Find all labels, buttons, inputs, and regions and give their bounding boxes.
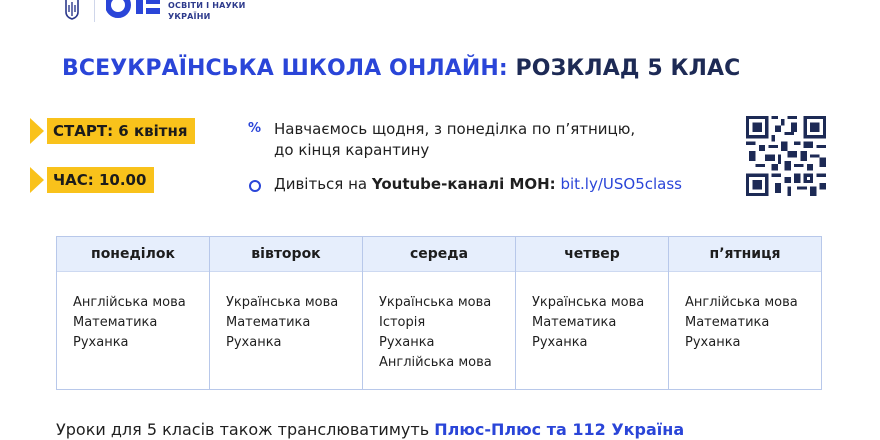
info-line-1a: Навчаємось щодня, з понеділка по п’ятницю, xyxy=(274,120,636,138)
subject-item: Історія xyxy=(379,315,426,330)
subject-item: Руханка xyxy=(532,335,588,350)
info-line-1b: до кінця карантину xyxy=(274,141,430,159)
day-header: понеділок xyxy=(57,237,209,272)
youtube-link[interactable]: bit.ly/USO5class xyxy=(560,175,682,193)
subject-item: Руханка xyxy=(379,335,435,350)
schedule-table xyxy=(56,236,822,390)
day-header: середа xyxy=(363,237,515,272)
schedule-day-column xyxy=(210,237,363,389)
day-header: п’ятниця xyxy=(669,237,821,272)
youtube-channel: Youtube-каналі МОН: xyxy=(371,175,556,193)
subject-item: Англійська мова xyxy=(379,355,492,370)
page-title xyxy=(62,56,740,81)
subject-item: Українська мова xyxy=(379,295,492,310)
subject-item: Українська мова xyxy=(532,295,645,310)
tag-arrow-icon xyxy=(30,167,44,193)
youtube-prefix: Дивіться на xyxy=(274,175,372,193)
channel-plus-plus: Плюс-Плюс xyxy=(434,420,542,439)
footer-prefix: Уроки для 5 класів також транслюватимуть xyxy=(56,420,435,439)
header xyxy=(0,0,880,30)
subject-item: Руханка xyxy=(226,335,282,350)
channel-112: 112 Україна xyxy=(572,420,685,439)
schedule-day-column xyxy=(669,237,821,389)
day-header: четвер xyxy=(516,237,668,272)
day-subjects xyxy=(669,272,821,353)
subject-item: Математика xyxy=(226,315,311,330)
header-divider xyxy=(94,0,95,22)
qr-code-icon[interactable] xyxy=(746,116,826,196)
day-subjects xyxy=(363,272,515,373)
title-part-2: РОЗКЛАД 5 КЛАС xyxy=(515,56,741,81)
ministry-line-2: УКРАЇНИ xyxy=(168,12,211,21)
subject-item: Українська мова xyxy=(226,295,339,310)
ministry-logo-icon xyxy=(106,0,164,22)
start-tag xyxy=(30,118,195,144)
day-subjects xyxy=(210,272,362,353)
percent-icon: % xyxy=(248,121,262,136)
day-header: вівторок xyxy=(210,237,362,272)
schedule-day-column xyxy=(57,237,210,389)
subject-item: Англійська мова xyxy=(685,295,798,310)
footer-note xyxy=(56,420,684,439)
title-part-1: ВСЕУКРАЇНСЬКА ШКОЛА ОНЛАЙН: xyxy=(62,56,508,81)
start-label: СТАРТ: 6 квітня xyxy=(47,118,195,144)
tag-arrow-icon xyxy=(30,118,44,144)
schedule-day-column xyxy=(363,237,516,389)
time-label: ЧАС: 10.00 xyxy=(47,167,154,193)
trident-icon xyxy=(64,0,80,20)
subject-item: Математика xyxy=(685,315,770,330)
subject-item: Руханка xyxy=(73,335,129,350)
time-tag xyxy=(30,167,154,193)
day-subjects xyxy=(516,272,668,353)
info-study-daily xyxy=(248,119,635,161)
subject-item: Руханка xyxy=(685,335,741,350)
ministry-name xyxy=(168,0,246,22)
subject-item: Англійська мова xyxy=(73,295,186,310)
subject-item: Математика xyxy=(73,315,158,330)
ministry-line-1: ОСВІТИ І НАУКИ xyxy=(168,1,246,10)
schedule-day-column xyxy=(516,237,669,389)
day-subjects xyxy=(57,272,209,353)
info-youtube xyxy=(248,174,682,195)
footer-conj: та xyxy=(541,420,573,439)
subject-item: Математика xyxy=(532,315,617,330)
